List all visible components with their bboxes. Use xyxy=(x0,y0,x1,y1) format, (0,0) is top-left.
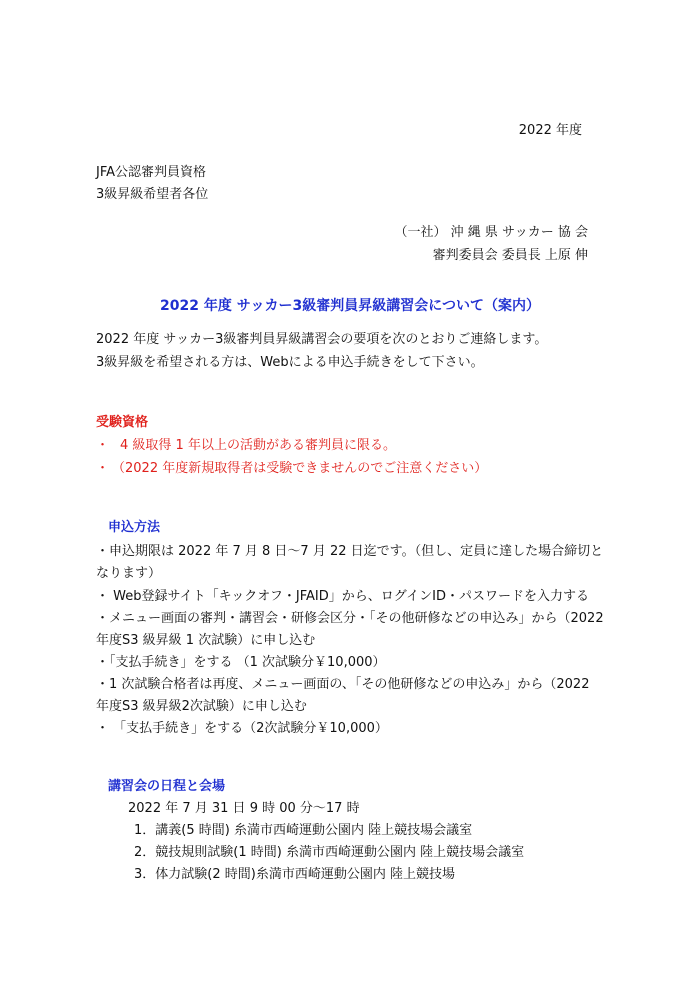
recipient-line-2: 3級昇級希望者各位 xyxy=(96,187,209,202)
schedule-date: 2022 年 7 月 31 日 9 時 00 分～17 時 xyxy=(128,801,360,816)
eligibility-heading: 受験資格 xyxy=(96,415,149,430)
application-line: ・「支払手続き」をする （1 次試験分￥10,000） xyxy=(96,655,386,670)
application-line: ・ 「支払手続き」をする（2次試験分￥10,000） xyxy=(96,721,388,736)
document-title: 2022 年度 サッカー3級審判員昇級講習会について（案内） xyxy=(160,298,540,314)
application-line: ・1 次試験合格者は再度、メニュー画面の、「その他研修などの申込み」から（2022 xyxy=(96,677,590,692)
eligibility-bullet: ・ xyxy=(96,461,110,476)
eligibility-bullet: ・ xyxy=(96,438,110,453)
application-line: なります） xyxy=(96,566,162,581)
eligibility-item: （2022 年度新規取得者は受験できませんのでご注意ください） xyxy=(112,461,488,476)
application-heading: 申込方法 xyxy=(108,520,161,535)
application-line: ・メニュー画面の審判・講習会・研修会区分・「その他研修などの申込み」から（2022 xyxy=(96,611,604,626)
schedule-item: 3．体力試験(2 時間)糸満市西崎運動公園内 陸上競技場 xyxy=(134,867,455,882)
document-year: 2022 年度 xyxy=(518,123,582,138)
sender-name: 審判委員会 委員長 上原 伸 xyxy=(432,248,588,263)
recipient-line-1: JFA公認審判員資格 xyxy=(96,165,207,180)
application-line: ・ Web登録サイト「キックオフ・JFAID」から、ログインID・パスワードを入力する xyxy=(96,589,589,604)
application-line: ・申込期限は 2022 年 7 月 8 日～7 月 22 日迄です。（但し、定員に達した場合締切と xyxy=(96,544,604,559)
schedule-item: 1．講義(5 時間) 糸満市西崎運動公園内 陸上競技場会議室 xyxy=(134,823,473,838)
intro-line-2: 3級昇級を希望される方は、Webによる申込手続きをして下さい。 xyxy=(96,355,484,370)
schedule-heading: 講習会の日程と会場 xyxy=(108,779,226,794)
application-line: 年度S3 級昇級 1 次試験）に申し込む xyxy=(96,633,316,648)
schedule-item: 2．競技規則試験(1 時間) 糸満市西崎運動公園内 陸上競技場会議室 xyxy=(134,845,525,860)
eligibility-item: 4 級取得 1 年以上の活動がある審判員に限る。 xyxy=(120,438,396,453)
sender-organization: （一社） 沖 縄 県 サッカー 協 会 xyxy=(394,225,588,240)
application-line: 年度S3 級昇級2次試験）に申し込む xyxy=(96,699,307,714)
intro-line-1: 2022 年度 サッカー3級審判員昇級講習会の要項を次のとおりご連絡します。 xyxy=(96,332,548,347)
